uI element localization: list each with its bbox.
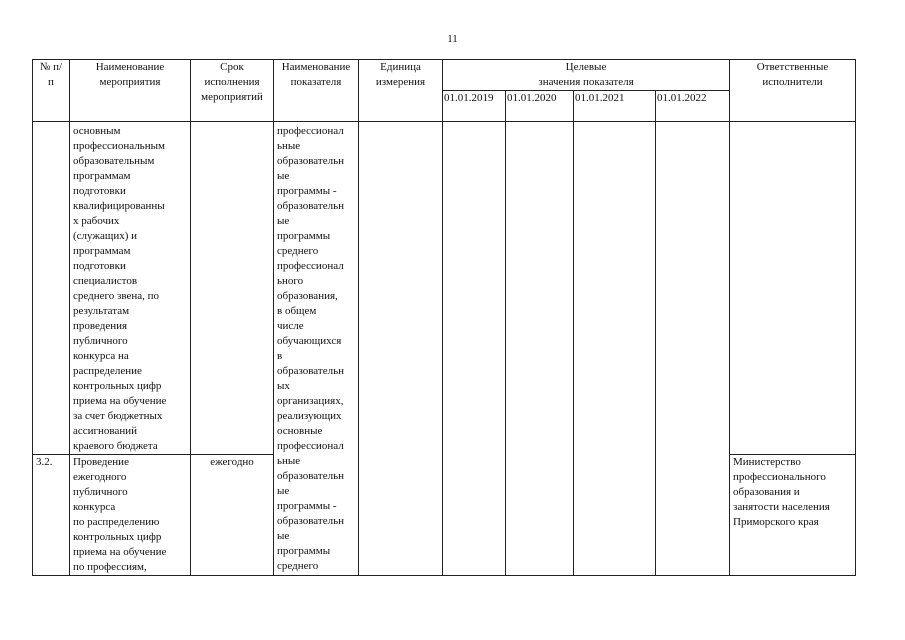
row-term: ежегодно <box>191 455 274 576</box>
row-term <box>191 122 274 455</box>
header-date-2022: 01.01.2022 <box>656 91 730 122</box>
value-2022-cell <box>656 122 730 576</box>
value-2019-cell <box>443 122 506 576</box>
row-responsible: Министерство профессионального образования и занятости населения Приморского края <box>730 455 856 576</box>
row-number <box>33 122 70 455</box>
header-date-2019: 01.01.2019 <box>443 91 506 122</box>
header-indicator-name: Наименование показателя <box>274 60 359 122</box>
indicator-name-cell: профессионал ьные образовательн ые программы - образовательн ые программы среднего профессионал ьного образования, в общем числе обучающихся в образовательн ых организациях, реализующих основные профессионал ьные образовательн ые программы - образовательн ые программы среднего <box>274 122 359 576</box>
row-measure-name: основным профессиональным образовательным программам подготовки квалифицированны х рабочих (служащих) и программам подготовки специалистов среднего звена, по результатам проведения публичного конкурса на распределение контрольных цифр приема на обучение за счет бюджетных ассигнований краевого бюджета <box>70 122 191 455</box>
header-unit: Единица измерения <box>359 60 443 122</box>
header-responsible: Ответственные исполнители <box>730 60 856 122</box>
header-date-2021: 01.01.2021 <box>574 91 656 122</box>
header-measure-name: Наименование мероприятия <box>70 60 191 122</box>
row-responsible <box>730 122 856 455</box>
measures-table <box>32 59 856 576</box>
value-2021-cell <box>574 122 656 576</box>
value-2020-cell <box>506 122 574 576</box>
page-number: 11 <box>447 33 458 45</box>
header-number: № п/ п <box>33 60 70 122</box>
header-target-values: Целевые значения показателя <box>443 60 730 91</box>
unit-cell <box>359 122 443 576</box>
row-measure-name: Проведение ежегодного публичного конкурса по распределению контрольных цифр приема на обучение по профессиям, <box>70 455 191 576</box>
header-date-2020: 01.01.2020 <box>506 91 574 122</box>
header-term: Срок исполнения мероприятий <box>191 60 274 122</box>
row-number: 3.2. <box>33 455 70 576</box>
